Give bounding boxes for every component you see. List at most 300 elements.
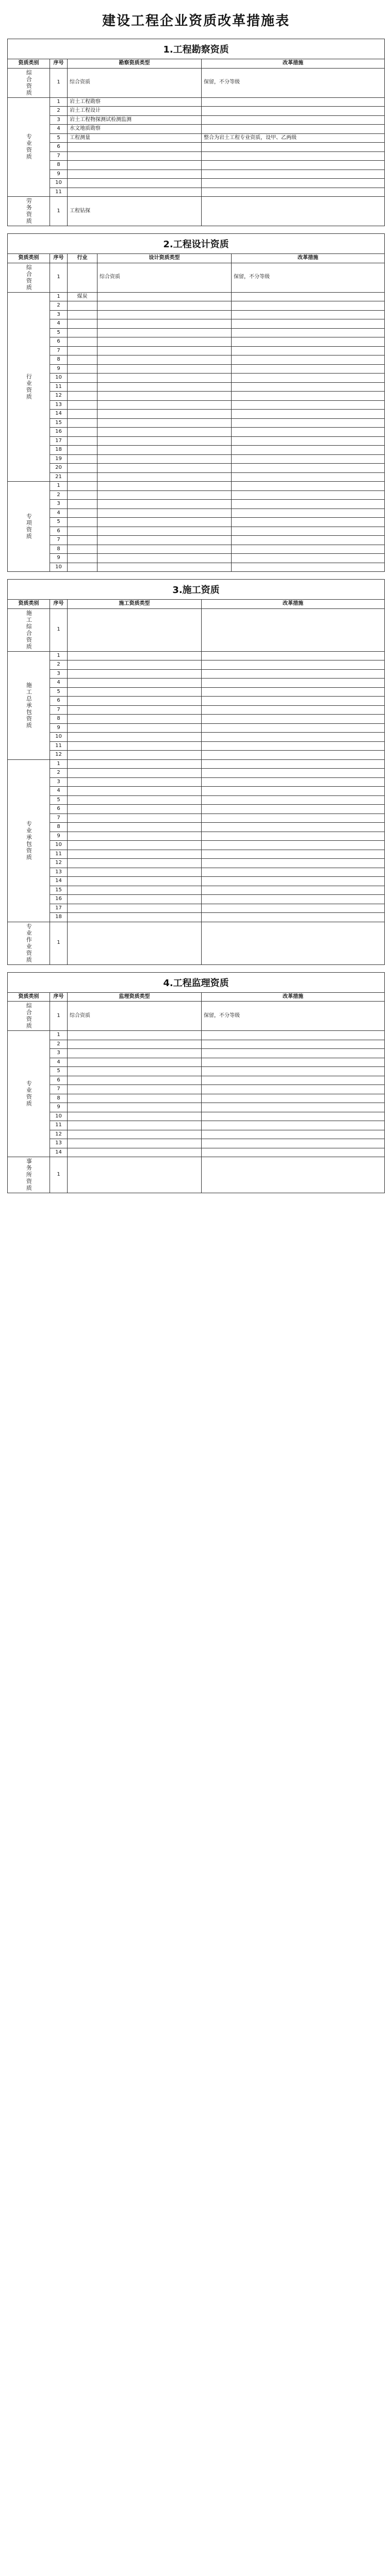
reform-measure — [232, 563, 385, 572]
row-number: 12 — [50, 1130, 68, 1139]
industry-cell — [68, 410, 97, 419]
row-number: 1 — [50, 68, 68, 97]
row-number: 5 — [50, 687, 68, 697]
industry-cell — [68, 436, 97, 446]
table-row — [8, 1139, 385, 1148]
qualification-type — [68, 715, 202, 724]
qualification-type — [97, 364, 232, 374]
table-row — [8, 179, 385, 188]
table-row — [8, 1121, 385, 1130]
table-row — [8, 355, 385, 365]
table-row — [8, 777, 385, 787]
qualification-type — [68, 705, 202, 715]
column-header: 改革措施 — [202, 600, 385, 609]
table-row — [8, 733, 385, 742]
table-row — [8, 518, 385, 527]
row-number: 6 — [50, 143, 68, 152]
industry-cell — [68, 527, 97, 536]
qualification-type — [68, 1031, 202, 1040]
category-label: 综合资质 — [25, 69, 32, 96]
qualification-type — [97, 382, 232, 392]
table-row — [8, 337, 385, 347]
category-cell — [8, 759, 50, 922]
qualification-type — [97, 518, 232, 527]
row-number: 1 — [50, 1002, 68, 1031]
row-number: 2 — [50, 107, 68, 116]
table-row — [8, 1031, 385, 1040]
row-number: 14 — [50, 877, 68, 886]
table-row — [8, 741, 385, 751]
table-row — [8, 472, 385, 482]
qualification-type — [68, 151, 202, 161]
category-cell — [8, 922, 50, 964]
table-row — [8, 1157, 385, 1193]
row-number: 10 — [50, 179, 68, 188]
qualification-type — [97, 509, 232, 518]
qualification-type: 岩土工程勘察 — [68, 97, 202, 107]
reform-measure — [202, 1157, 385, 1193]
section-table — [7, 992, 385, 1194]
table-row — [8, 143, 385, 152]
reform-measure — [202, 1130, 385, 1139]
table-row — [8, 418, 385, 428]
qualification-type — [68, 1040, 202, 1049]
row-number: 1 — [50, 482, 68, 491]
table-row — [8, 292, 385, 301]
row-number: 19 — [50, 454, 68, 464]
reform-measure — [232, 554, 385, 563]
category-label: 事务所资质 — [25, 1158, 32, 1192]
row-number: 1 — [50, 1031, 68, 1040]
row-number: 3 — [50, 777, 68, 787]
row-number: 1 — [50, 608, 68, 651]
row-number: 12 — [50, 751, 68, 760]
reform-measure — [202, 608, 385, 651]
reform-measure — [232, 400, 385, 410]
qualification-type — [97, 319, 232, 329]
table-row — [8, 301, 385, 311]
row-number: 8 — [50, 355, 68, 365]
reform-measure — [232, 518, 385, 527]
column-header: 施工资质类型 — [68, 600, 202, 609]
row-number: 3 — [50, 310, 68, 319]
column-header: 行业 — [68, 254, 97, 263]
column-header: 序号 — [50, 254, 68, 263]
qualification-type — [97, 428, 232, 437]
qualification-type — [97, 490, 232, 500]
table-row — [8, 1067, 385, 1076]
table-row — [8, 392, 385, 401]
table-row — [8, 68, 385, 97]
qualification-type — [68, 814, 202, 823]
row-number: 12 — [50, 859, 68, 868]
reform-measure — [202, 823, 385, 832]
row-number: 8 — [50, 1094, 68, 1103]
reform-measure — [202, 1085, 385, 1094]
table-row — [8, 446, 385, 455]
reform-measure — [202, 777, 385, 787]
qualification-type — [68, 733, 202, 742]
table-row — [8, 922, 385, 964]
row-number: 11 — [50, 850, 68, 859]
industry-cell — [68, 446, 97, 455]
qualification-type — [97, 464, 232, 473]
row-number: 10 — [50, 841, 68, 850]
table-row — [8, 97, 385, 107]
qualification-type — [68, 769, 202, 778]
column-header: 序号 — [50, 992, 68, 1002]
qualification-type: 综合资质 — [68, 68, 202, 97]
table-row — [8, 1085, 385, 1094]
table-row — [8, 850, 385, 859]
row-number: 1 — [50, 922, 68, 964]
reform-measure — [202, 697, 385, 706]
reform-measure — [202, 1040, 385, 1049]
table-row — [8, 913, 385, 922]
table-row — [8, 1058, 385, 1067]
qualification-type — [68, 741, 202, 751]
category-cell — [8, 263, 50, 292]
industry-cell — [68, 364, 97, 374]
reform-measure — [202, 832, 385, 841]
industry-cell — [68, 554, 97, 563]
qualification-type — [68, 1094, 202, 1103]
table-row — [8, 554, 385, 563]
qualification-type — [97, 454, 232, 464]
reform-measure — [232, 328, 385, 337]
row-number: 6 — [50, 337, 68, 347]
row-number: 9 — [50, 832, 68, 841]
reform-measure — [202, 787, 385, 796]
qualification-type — [68, 1049, 202, 1058]
qualification-type — [68, 859, 202, 868]
table-row — [8, 500, 385, 509]
table-row — [8, 197, 385, 226]
reform-measure — [202, 913, 385, 922]
qualification-type — [97, 482, 232, 491]
table-row — [8, 895, 385, 904]
table-row — [8, 1002, 385, 1031]
category-label: 施工总承包资质 — [25, 682, 32, 729]
reform-measure — [202, 1139, 385, 1148]
row-number: 13 — [50, 400, 68, 410]
category-label: 行业资质 — [25, 373, 32, 400]
table-row — [8, 107, 385, 116]
row-number: 10 — [50, 563, 68, 572]
table-row — [8, 482, 385, 491]
reform-measure — [202, 107, 385, 116]
industry-cell — [68, 301, 97, 311]
industry-cell — [68, 310, 97, 319]
qualification-type — [68, 1103, 202, 1112]
row-number: 1 — [50, 292, 68, 301]
table-header-row — [8, 254, 385, 263]
category-label: 专业承包资质 — [25, 820, 32, 861]
table-row — [8, 464, 385, 473]
industry-cell — [68, 374, 97, 383]
column-header: 资质类别 — [8, 600, 50, 609]
reform-measure — [232, 464, 385, 473]
qualification-type — [68, 805, 202, 814]
industry-cell — [68, 464, 97, 473]
industry-cell — [68, 482, 97, 491]
reform-measure — [232, 436, 385, 446]
reform-measure — [202, 170, 385, 179]
qualification-type — [68, 1076, 202, 1085]
row-number: 4 — [50, 1058, 68, 1067]
table-row — [8, 608, 385, 651]
row-number: 6 — [50, 1076, 68, 1085]
table-row — [8, 400, 385, 410]
industry-cell — [68, 454, 97, 464]
row-number: 18 — [50, 913, 68, 922]
row-number: 1 — [50, 197, 68, 226]
table-row — [8, 660, 385, 670]
column-header: 资质类别 — [8, 59, 50, 69]
section — [7, 233, 385, 572]
qualification-type — [68, 823, 202, 832]
row-number: 4 — [50, 509, 68, 518]
reform-measure — [202, 687, 385, 697]
table-row — [8, 723, 385, 733]
qualification-type — [68, 1121, 202, 1130]
row-number: 3 — [50, 1049, 68, 1058]
reform-measure — [202, 859, 385, 868]
reform-measure — [202, 679, 385, 688]
row-number: 5 — [50, 328, 68, 337]
reform-measure — [202, 922, 385, 964]
reform-measure — [232, 310, 385, 319]
row-number: 8 — [50, 545, 68, 554]
reform-measure: 保留，不分等级 — [232, 263, 385, 292]
qualification-type — [68, 895, 202, 904]
reform-measure — [202, 795, 385, 805]
qualification-type — [97, 545, 232, 554]
row-number: 13 — [50, 1139, 68, 1148]
table-row — [8, 705, 385, 715]
reform-measure — [232, 355, 385, 365]
reform-measure — [232, 500, 385, 509]
table-row — [8, 697, 385, 706]
row-number: 15 — [50, 886, 68, 895]
reform-measure — [232, 392, 385, 401]
reform-measure — [202, 115, 385, 125]
reform-measure — [202, 651, 385, 660]
row-number: 16 — [50, 428, 68, 437]
reform-measure — [202, 741, 385, 751]
section-title: 4.工程监理资质 — [7, 972, 385, 992]
reform-measure — [232, 301, 385, 311]
qualification-type — [97, 310, 232, 319]
industry-cell — [68, 400, 97, 410]
reform-measure — [202, 868, 385, 877]
qualification-type — [97, 563, 232, 572]
row-number: 21 — [50, 472, 68, 482]
reform-measure — [202, 1148, 385, 1157]
column-header: 设计资质类型 — [97, 254, 232, 263]
table-row — [8, 1148, 385, 1157]
qualification-type — [68, 759, 202, 769]
row-number: 9 — [50, 554, 68, 563]
qualification-type — [68, 170, 202, 179]
table-row — [8, 759, 385, 769]
row-number: 9 — [50, 723, 68, 733]
qualification-type — [97, 328, 232, 337]
row-number: 8 — [50, 823, 68, 832]
row-number: 5 — [50, 795, 68, 805]
qualification-type — [97, 410, 232, 419]
row-number: 4 — [50, 787, 68, 796]
row-number: 1 — [50, 1157, 68, 1193]
row-number: 2 — [50, 769, 68, 778]
reform-measure — [202, 733, 385, 742]
table-row — [8, 436, 385, 446]
category-label: 综合资质 — [25, 1003, 32, 1029]
table-row — [8, 410, 385, 419]
table-row — [8, 669, 385, 679]
row-number: 2 — [50, 490, 68, 500]
row-number: 1 — [50, 263, 68, 292]
qualification-type — [68, 868, 202, 877]
qualification-type — [68, 697, 202, 706]
qualification-type — [68, 1148, 202, 1157]
category-cell — [8, 1002, 50, 1031]
industry-cell: 煤炭 — [68, 292, 97, 301]
reform-measure — [232, 418, 385, 428]
section-table — [7, 599, 385, 965]
document-title: 建设工程企业资质改革措施表 — [102, 13, 290, 29]
row-number: 8 — [50, 161, 68, 170]
reform-measure — [202, 161, 385, 170]
table-row — [8, 151, 385, 161]
row-number: 18 — [50, 446, 68, 455]
sections-container — [7, 39, 385, 1200]
qualification-type: 工程钻探 — [68, 197, 202, 226]
table-row — [8, 133, 385, 143]
table-row — [8, 454, 385, 464]
industry-cell — [68, 382, 97, 392]
qualification-type — [68, 777, 202, 787]
reform-measure — [232, 446, 385, 455]
qualification-type: 岩土工程设计 — [68, 107, 202, 116]
industry-cell — [68, 490, 97, 500]
category-cell — [8, 651, 50, 759]
qualification-type — [97, 436, 232, 446]
qualification-type — [97, 472, 232, 482]
table-row — [8, 125, 385, 134]
reform-measure — [202, 97, 385, 107]
table-row — [8, 188, 385, 197]
category-label: 专业资质 — [25, 1080, 32, 1107]
column-header: 序号 — [50, 600, 68, 609]
reform-measure: 整合为岩土工程专业资质，设甲、乙两级 — [202, 133, 385, 143]
reform-measure — [202, 125, 385, 134]
qualification-type — [68, 850, 202, 859]
qualification-type — [97, 346, 232, 355]
table-row — [8, 115, 385, 125]
reform-measure — [202, 660, 385, 670]
section-title: 2.工程设计资质 — [7, 233, 385, 253]
qualification-type — [68, 751, 202, 760]
column-header: 改革措施 — [202, 992, 385, 1002]
table-row — [8, 1040, 385, 1049]
reform-measure — [232, 536, 385, 545]
table-row — [8, 823, 385, 832]
qualification-type — [97, 536, 232, 545]
row-number: 6 — [50, 527, 68, 536]
qualification-type — [68, 1058, 202, 1067]
reform-measure — [232, 382, 385, 392]
qualification-type — [97, 337, 232, 347]
industry-cell — [68, 418, 97, 428]
table-row — [8, 490, 385, 500]
table-row — [8, 687, 385, 697]
category-label: 专业作业资质 — [25, 923, 32, 963]
reform-measure — [202, 751, 385, 760]
row-number: 3 — [50, 115, 68, 125]
row-number: 11 — [50, 741, 68, 751]
section-title: 1.工程勘察资质 — [7, 39, 385, 59]
industry-cell — [68, 263, 97, 292]
reform-measure — [232, 490, 385, 500]
row-number: 10 — [50, 733, 68, 742]
industry-cell — [68, 346, 97, 355]
industry-cell — [68, 563, 97, 572]
row-number: 2 — [50, 660, 68, 670]
reform-measure — [232, 527, 385, 536]
qualification-type — [68, 1139, 202, 1148]
table-row — [8, 1049, 385, 1058]
table-header-row — [8, 59, 385, 69]
reform-measure — [232, 346, 385, 355]
column-header: 资质类别 — [8, 992, 50, 1002]
section-table — [7, 59, 385, 226]
section-table — [7, 253, 385, 572]
row-number: 5 — [50, 518, 68, 527]
reform-measure — [232, 454, 385, 464]
category-label: 劳务资质 — [25, 198, 32, 225]
table-row — [8, 805, 385, 814]
reform-measure — [202, 188, 385, 197]
table-row — [8, 841, 385, 850]
table-row — [8, 310, 385, 319]
industry-cell — [68, 337, 97, 347]
section — [7, 39, 385, 226]
qualification-type — [68, 904, 202, 913]
reform-measure — [202, 723, 385, 733]
qualification-type — [68, 723, 202, 733]
row-number: 6 — [50, 697, 68, 706]
qualification-type: 工程测量 — [68, 133, 202, 143]
row-number: 7 — [50, 536, 68, 545]
qualification-type — [68, 161, 202, 170]
qualification-type — [97, 418, 232, 428]
row-number: 10 — [50, 374, 68, 383]
qualification-type — [68, 913, 202, 922]
table-row — [8, 769, 385, 778]
qualification-type — [97, 527, 232, 536]
reform-measure — [202, 1103, 385, 1112]
reform-measure — [202, 1112, 385, 1121]
reform-measure — [202, 1031, 385, 1040]
qualification-type — [97, 374, 232, 383]
qualification-type — [68, 679, 202, 688]
reform-measure — [202, 814, 385, 823]
qualification-type — [68, 188, 202, 197]
table-row — [8, 1130, 385, 1139]
qualification-type — [68, 1157, 202, 1193]
table-row — [8, 545, 385, 554]
